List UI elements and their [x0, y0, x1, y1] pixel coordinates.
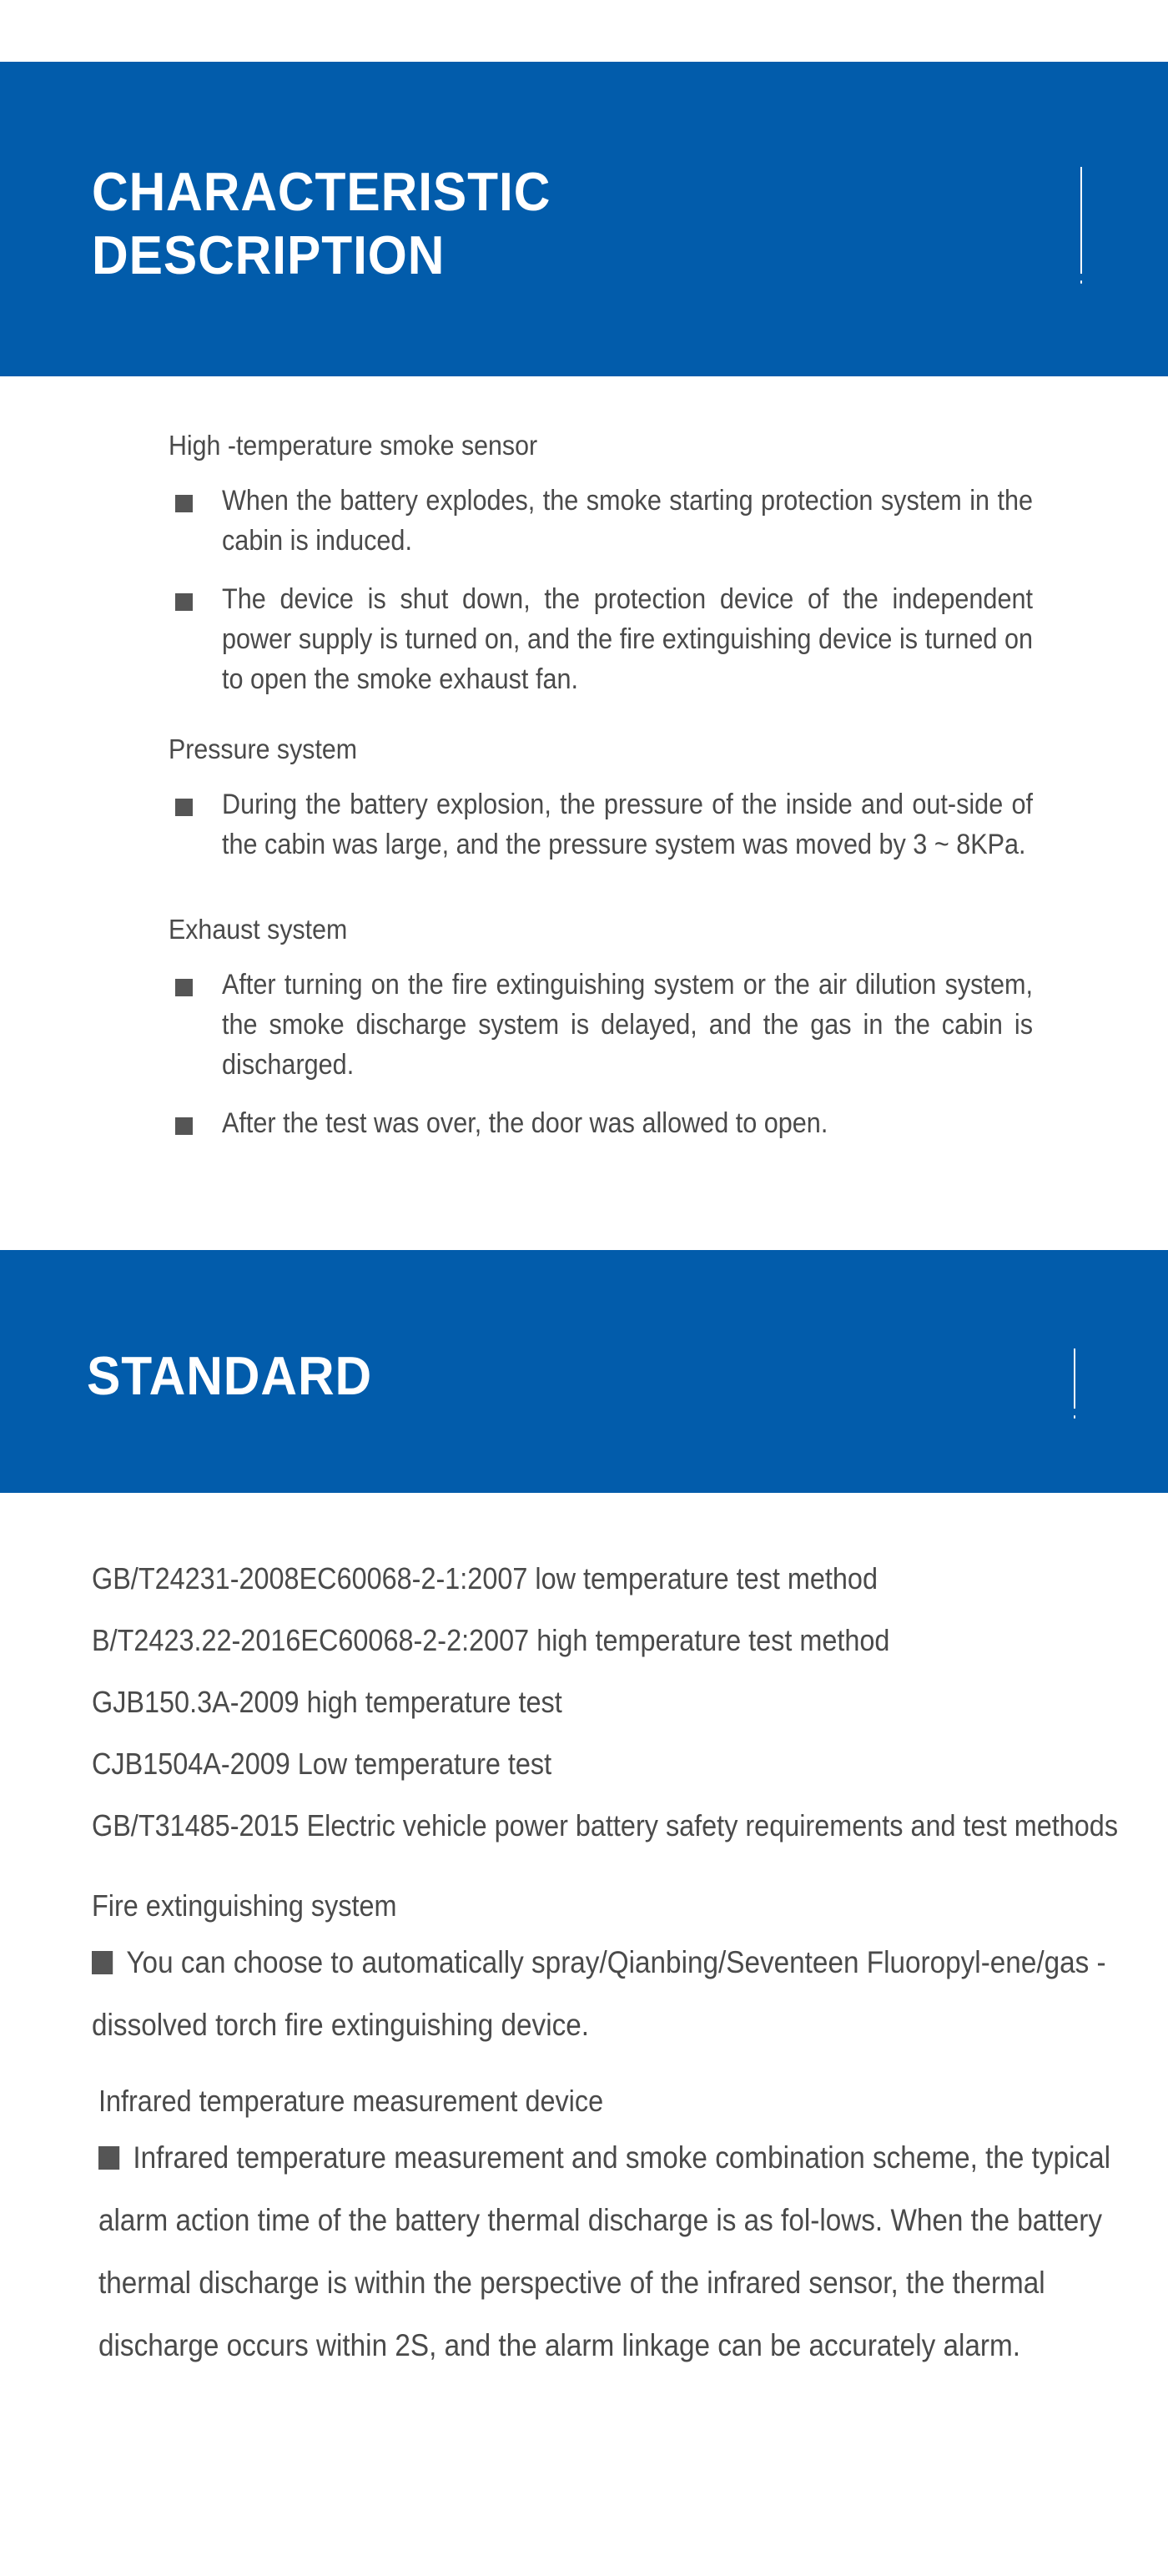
- infrared-heading: Infrared temperature measurement device: [98, 2084, 604, 2118]
- infrared-text: Infrared temperature measurement and smoke combination scheme, the typical alarm action time of the battery thermal discharge is as fol-lows. When the battery thermal discharge is within the perspective of the infrared sensor, the thermal discharge occurs within 2S, and the alarm linkage can be accurately alarm.: [98, 2140, 1111, 2362]
- group-heading-pressure-system: Pressure system: [169, 733, 358, 764]
- title-line-1: CHARACTERISTIC: [92, 161, 551, 222]
- square-bullet-icon: [175, 593, 193, 611]
- list-item: During the battery explosion, the pressure of the inside and out-side of the cabin was large, and the pressure system was moved by 3 ~ 8KPa.: [169, 784, 1070, 865]
- standard-banner: [0, 1250, 1168, 1493]
- square-bullet-icon: [175, 1117, 193, 1135]
- standard-item: GB/T31485-2015 Electric vehicle power battery safety requirements and test methods: [92, 1808, 1119, 1843]
- vertical-divider-icon: [1080, 167, 1082, 274]
- list-item: The device is shut down, the protection device of the independent power supply is turned on, and the fire extinguishing device is turned on to open the smoke exhaust fan.: [169, 579, 1070, 699]
- standard-title: STANDARD: [87, 1345, 373, 1406]
- list-item: When the battery explodes, the smoke starting protection system in the cabin is induced.: [169, 481, 1070, 561]
- fire-extinguishing-block: [92, 1886, 1118, 2056]
- list-item: After turning on the fire extinguishing system or the air dilution system, the smoke discharge system is delayed, and the gas in the cabin is discharged.: [169, 965, 1070, 1085]
- square-bullet-icon: [175, 979, 193, 996]
- square-bullet-icon: [98, 2146, 119, 2170]
- group-heading-exhaust-system: Exhaust system: [169, 914, 348, 945]
- title-line-2: DESCRIPTION: [92, 224, 446, 285]
- characteristic-title: [92, 160, 635, 287]
- square-bullet-icon: [92, 1951, 113, 1974]
- list-item: After the test was over, the door was allowed to open.: [169, 1103, 1070, 1143]
- characteristic-content: [169, 426, 1070, 1143]
- infrared-block: [98, 2081, 1118, 2377]
- standard-content: [92, 1555, 1118, 2377]
- characteristic-banner: [0, 62, 1168, 376]
- standard-item: GB/T24231-2008EC60068-2-1:2007 low temperature test method: [92, 1561, 878, 1596]
- vertical-divider-icon: [1074, 1348, 1075, 1409]
- fire-extinguishing-heading: Fire extinguishing system: [92, 1888, 397, 1923]
- standard-item: CJB1504A-2009 Low temperature test: [92, 1747, 552, 1781]
- group-heading-smoke-sensor: High -temperature smoke sensor: [169, 430, 538, 461]
- square-bullet-icon: [175, 799, 193, 816]
- square-bullet-icon: [175, 495, 193, 512]
- standard-item: B/T2423.22-2016EC60068-2-2:2007 high temperature test method: [92, 1623, 890, 1657]
- standard-item: GJB150.3A-2009 high temperature test: [92, 1685, 562, 1719]
- fire-extinguishing-text: You can choose to automatically spray/Qianbing/Seventeen Fluoropyl-ene/gas -dissolved torch fire extinguishing device.: [92, 1945, 1106, 2042]
